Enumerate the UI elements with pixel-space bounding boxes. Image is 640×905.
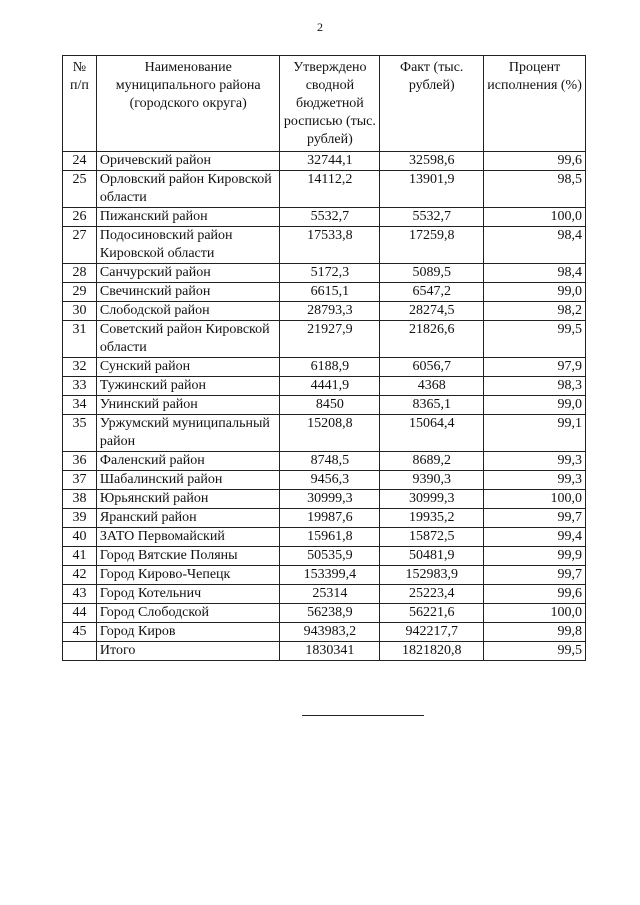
approved-amount: 153399,4 bbox=[280, 566, 380, 585]
fact-amount: 942217,7 bbox=[380, 623, 484, 642]
total-approved: 1830341 bbox=[280, 642, 380, 661]
district-name: Город Кирово-Чепецк bbox=[96, 566, 280, 585]
row-number: 43 bbox=[63, 585, 97, 604]
row-number: 29 bbox=[63, 283, 97, 302]
table-row bbox=[63, 396, 586, 415]
execution-percent: 99,4 bbox=[484, 528, 586, 547]
row-number: 40 bbox=[63, 528, 97, 547]
district-name: Пижанский район bbox=[96, 208, 280, 227]
execution-percent: 100,0 bbox=[484, 604, 586, 623]
fact-amount: 8689,2 bbox=[380, 452, 484, 471]
execution-percent: 99,3 bbox=[484, 452, 586, 471]
approved-amount: 4441,9 bbox=[280, 377, 380, 396]
approved-amount: 943983,2 bbox=[280, 623, 380, 642]
execution-percent: 99,3 bbox=[484, 471, 586, 490]
row-number: 31 bbox=[63, 321, 97, 358]
header-fact: Факт (тыс. рублей) bbox=[380, 56, 484, 152]
row-number: 44 bbox=[63, 604, 97, 623]
row-number: 36 bbox=[63, 452, 97, 471]
execution-percent: 100,0 bbox=[484, 490, 586, 509]
row-number: 34 bbox=[63, 396, 97, 415]
table-row bbox=[63, 623, 586, 642]
district-name: Слободской район bbox=[96, 302, 280, 321]
fact-amount: 21826,6 bbox=[380, 321, 484, 358]
fact-amount: 6056,7 bbox=[380, 358, 484, 377]
approved-amount: 8450 bbox=[280, 396, 380, 415]
table-row bbox=[63, 321, 586, 358]
execution-percent: 98,3 bbox=[484, 377, 586, 396]
approved-amount: 30999,3 bbox=[280, 490, 380, 509]
fact-amount: 9390,3 bbox=[380, 471, 484, 490]
budget-execution-table bbox=[62, 55, 586, 661]
district-name: Тужинский район bbox=[96, 377, 280, 396]
fact-amount: 17259,8 bbox=[380, 227, 484, 264]
table-row bbox=[63, 528, 586, 547]
page-number: 2 bbox=[317, 20, 323, 34]
approved-amount: 21927,9 bbox=[280, 321, 380, 358]
approved-amount: 15961,8 bbox=[280, 528, 380, 547]
fact-amount: 8365,1 bbox=[380, 396, 484, 415]
table-row bbox=[63, 152, 586, 171]
row-number: 25 bbox=[63, 171, 97, 208]
table-row bbox=[63, 377, 586, 396]
signature-divider-line bbox=[302, 715, 424, 716]
fact-amount: 25223,4 bbox=[380, 585, 484, 604]
execution-percent: 98,4 bbox=[484, 227, 586, 264]
row-number: 28 bbox=[63, 264, 97, 283]
district-name: Город Киров bbox=[96, 623, 280, 642]
execution-percent: 98,4 bbox=[484, 264, 586, 283]
row-number: 35 bbox=[63, 415, 97, 452]
execution-percent: 98,5 bbox=[484, 171, 586, 208]
execution-percent: 99,8 bbox=[484, 623, 586, 642]
district-name: ЗАТО Первомайский bbox=[96, 528, 280, 547]
execution-percent: 98,2 bbox=[484, 302, 586, 321]
execution-percent: 99,6 bbox=[484, 152, 586, 171]
total-row bbox=[63, 642, 586, 661]
table-header-row bbox=[63, 56, 586, 152]
fact-amount: 13901,9 bbox=[380, 171, 484, 208]
district-name: Юрьянский район bbox=[96, 490, 280, 509]
fact-amount: 30999,3 bbox=[380, 490, 484, 509]
district-name: Шабалинский район bbox=[96, 471, 280, 490]
header-name: Наименование муниципального района (городского округа) bbox=[96, 56, 280, 152]
execution-percent: 99,1 bbox=[484, 415, 586, 452]
approved-amount: 14112,2 bbox=[280, 171, 380, 208]
fact-amount: 50481,9 bbox=[380, 547, 484, 566]
approved-amount: 19987,6 bbox=[280, 509, 380, 528]
approved-amount: 32744,1 bbox=[280, 152, 380, 171]
approved-amount: 9456,3 bbox=[280, 471, 380, 490]
execution-percent: 99,7 bbox=[484, 509, 586, 528]
row-number: 42 bbox=[63, 566, 97, 585]
row-number: 39 bbox=[63, 509, 97, 528]
table-row bbox=[63, 566, 586, 585]
approved-amount: 6188,9 bbox=[280, 358, 380, 377]
approved-amount: 56238,9 bbox=[280, 604, 380, 623]
execution-percent: 99,0 bbox=[484, 396, 586, 415]
district-name: Уржумский муниципальный район bbox=[96, 415, 280, 452]
table-row bbox=[63, 604, 586, 623]
table-row bbox=[63, 490, 586, 509]
district-name: Сунский район bbox=[96, 358, 280, 377]
header-approved: Утверждено сводной бюджетной росписью (тыс. рублей) bbox=[280, 56, 380, 152]
table-row bbox=[63, 471, 586, 490]
row-number: 30 bbox=[63, 302, 97, 321]
approved-amount: 28793,3 bbox=[280, 302, 380, 321]
district-name: Яранский район bbox=[96, 509, 280, 528]
approved-amount: 5172,3 bbox=[280, 264, 380, 283]
execution-percent: 97,9 bbox=[484, 358, 586, 377]
district-name: Санчурский район bbox=[96, 264, 280, 283]
table-row bbox=[63, 585, 586, 604]
district-name: Подосиновский район Кировской области bbox=[96, 227, 280, 264]
approved-amount: 17533,8 bbox=[280, 227, 380, 264]
district-name: Город Вятские Поляны bbox=[96, 547, 280, 566]
fact-amount: 56221,6 bbox=[380, 604, 484, 623]
table-row bbox=[63, 264, 586, 283]
district-name: Фаленский район bbox=[96, 452, 280, 471]
table-row bbox=[63, 171, 586, 208]
district-name: Оричевский район bbox=[96, 152, 280, 171]
table-row bbox=[63, 547, 586, 566]
execution-percent: 100,0 bbox=[484, 208, 586, 227]
total-fact: 1821820,8 bbox=[380, 642, 484, 661]
approved-amount: 5532,7 bbox=[280, 208, 380, 227]
table-body bbox=[63, 152, 586, 642]
row-number: 41 bbox=[63, 547, 97, 566]
fact-amount: 4368 bbox=[380, 377, 484, 396]
district-name: Орловский район Кировской области bbox=[96, 171, 280, 208]
header-percent: Процент исполнения (%) bbox=[484, 56, 586, 152]
row-number: 24 bbox=[63, 152, 97, 171]
fact-amount: 5089,5 bbox=[380, 264, 484, 283]
approved-amount: 50535,9 bbox=[280, 547, 380, 566]
table-row bbox=[63, 283, 586, 302]
header-num: № п/п bbox=[63, 56, 97, 152]
fact-amount: 28274,5 bbox=[380, 302, 484, 321]
approved-amount: 6615,1 bbox=[280, 283, 380, 302]
total-label: Итого bbox=[96, 642, 280, 661]
fact-amount: 32598,6 bbox=[380, 152, 484, 171]
table-row bbox=[63, 452, 586, 471]
approved-amount: 25314 bbox=[280, 585, 380, 604]
fact-amount: 152983,9 bbox=[380, 566, 484, 585]
fact-amount: 15064,4 bbox=[380, 415, 484, 452]
total-num-cell bbox=[63, 642, 97, 661]
execution-percent: 99,0 bbox=[484, 283, 586, 302]
execution-percent: 99,5 bbox=[484, 321, 586, 358]
execution-percent: 99,6 bbox=[484, 585, 586, 604]
district-name: Унинский район bbox=[96, 396, 280, 415]
fact-amount: 15872,5 bbox=[380, 528, 484, 547]
table-row bbox=[63, 509, 586, 528]
row-number: 37 bbox=[63, 471, 97, 490]
row-number: 26 bbox=[63, 208, 97, 227]
row-number: 38 bbox=[63, 490, 97, 509]
approved-amount: 15208,8 bbox=[280, 415, 380, 452]
execution-percent: 99,7 bbox=[484, 566, 586, 585]
district-name: Город Котельнич bbox=[96, 585, 280, 604]
table-row bbox=[63, 208, 586, 227]
row-number: 27 bbox=[63, 227, 97, 264]
row-number: 32 bbox=[63, 358, 97, 377]
district-name: Свечинский район bbox=[96, 283, 280, 302]
district-name: Советский район Кировской области bbox=[96, 321, 280, 358]
approved-amount: 8748,5 bbox=[280, 452, 380, 471]
execution-percent: 99,9 bbox=[484, 547, 586, 566]
fact-amount: 6547,2 bbox=[380, 283, 484, 302]
fact-amount: 19935,2 bbox=[380, 509, 484, 528]
table-row bbox=[63, 415, 586, 452]
row-number: 33 bbox=[63, 377, 97, 396]
table-row bbox=[63, 227, 586, 264]
total-percent: 99,5 bbox=[484, 642, 586, 661]
row-number: 45 bbox=[63, 623, 97, 642]
fact-amount: 5532,7 bbox=[380, 208, 484, 227]
table-row bbox=[63, 358, 586, 377]
district-name: Город Слободской bbox=[96, 604, 280, 623]
table-row bbox=[63, 302, 586, 321]
